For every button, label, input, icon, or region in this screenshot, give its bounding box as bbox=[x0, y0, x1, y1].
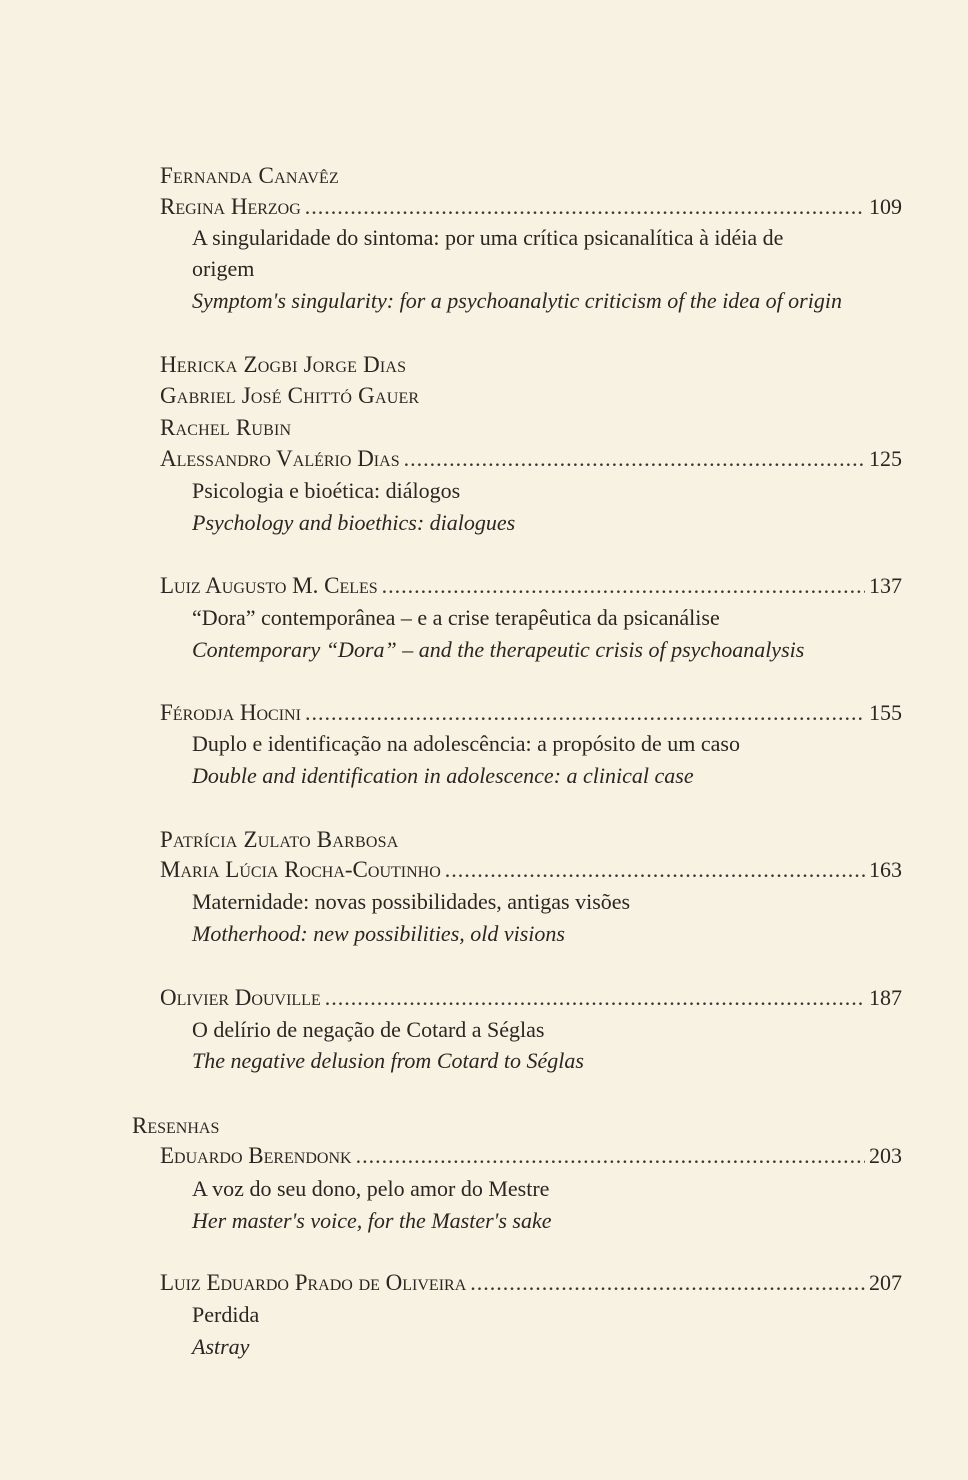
toc-entry-lead bbox=[160, 1141, 902, 1171]
author-name: Olivier Douville bbox=[160, 985, 321, 1010]
article-title: A singularidade do sintoma: por uma crítica psicanalítica à idéia de bbox=[192, 225, 784, 250]
page-number: 207 bbox=[869, 1270, 902, 1295]
toc-entry-lead bbox=[160, 855, 902, 885]
page-number: 155 bbox=[869, 700, 902, 725]
page-number: 137 bbox=[869, 573, 902, 598]
article-subtitle: Contemporary “Dora” – and the therapeutic crisis of psychoanalysis bbox=[192, 637, 805, 662]
author-name: Rachel Rubin bbox=[160, 415, 292, 440]
article-title: A voz do seu dono, pelo amor do Mestre bbox=[192, 1176, 550, 1201]
page-number: 187 bbox=[869, 985, 902, 1010]
article-title: “Dora” contemporânea – e a crise terapêutica da psicanálise bbox=[192, 605, 720, 630]
dot-leader bbox=[356, 1141, 865, 1171]
article-subtitle: The negative delusion from Cotard to Séglas bbox=[192, 1048, 584, 1073]
article-subtitle: Motherhood: new possibilities, old visions bbox=[192, 921, 565, 946]
author-name: Luiz Augusto M. Celes bbox=[160, 573, 378, 598]
article-subtitle: Double and identification in adolescence: a clinical case bbox=[192, 763, 694, 788]
toc-entry-lead bbox=[160, 983, 902, 1013]
author-name: Alessandro Valério Dias bbox=[160, 446, 400, 471]
article-subtitle: Her master's voice, for the Master's sake bbox=[192, 1208, 552, 1233]
dot-leader bbox=[325, 983, 865, 1013]
dot-leader bbox=[305, 698, 865, 728]
article-subtitle: Psychology and bioethics: dialogues bbox=[192, 510, 516, 535]
toc-entry-lead bbox=[160, 571, 902, 601]
article-title: Maternidade: novas possibilidades, antigas visões bbox=[192, 889, 631, 914]
author-name: Patrícia Zulato Barbosa bbox=[160, 827, 399, 852]
dot-leader bbox=[470, 1268, 865, 1298]
toc-entry-lead bbox=[160, 1268, 902, 1298]
author-name: Hericka Zogbi Jorge Dias bbox=[160, 352, 407, 377]
toc-entry-lead bbox=[160, 192, 902, 222]
page-number: 163 bbox=[869, 857, 902, 882]
article-title: O delírio de negação de Cotard a Séglas bbox=[192, 1017, 545, 1042]
toc-entry-lead bbox=[160, 698, 902, 728]
article-title: Duplo e identificação na adolescência: a propósito de um caso bbox=[192, 731, 740, 756]
page-number: 125 bbox=[869, 446, 902, 471]
author-name: Fernanda Canavêz bbox=[160, 163, 340, 188]
page-number: 109 bbox=[869, 194, 902, 219]
dot-leader bbox=[445, 855, 865, 885]
article-title: Perdida bbox=[192, 1302, 260, 1327]
dot-leader bbox=[382, 571, 865, 601]
section-heading: Resenhas bbox=[132, 1113, 220, 1138]
author-name: Maria Lúcia Rocha-Coutinho bbox=[160, 857, 441, 882]
page-number: 203 bbox=[869, 1143, 902, 1168]
author-name: Regina Herzog bbox=[160, 194, 301, 219]
article-title: Psicologia e bioética: diálogos bbox=[192, 478, 461, 503]
author-name: Férodja Hocini bbox=[160, 700, 301, 725]
author-name: Luiz Eduardo Prado de Oliveira bbox=[160, 1270, 467, 1295]
author-name: Eduardo Berendonk bbox=[160, 1143, 352, 1168]
article-subtitle: Symptom's singularity: for a psychoanalytic criticism of the idea of origin bbox=[192, 288, 842, 313]
author-name: Gabriel José Chittó Gauer bbox=[160, 383, 420, 408]
article-title: origem bbox=[192, 256, 255, 281]
dot-leader bbox=[404, 444, 865, 474]
article-subtitle: Astray bbox=[192, 1334, 250, 1359]
toc-entry-lead bbox=[160, 444, 902, 474]
dot-leader bbox=[305, 192, 865, 222]
